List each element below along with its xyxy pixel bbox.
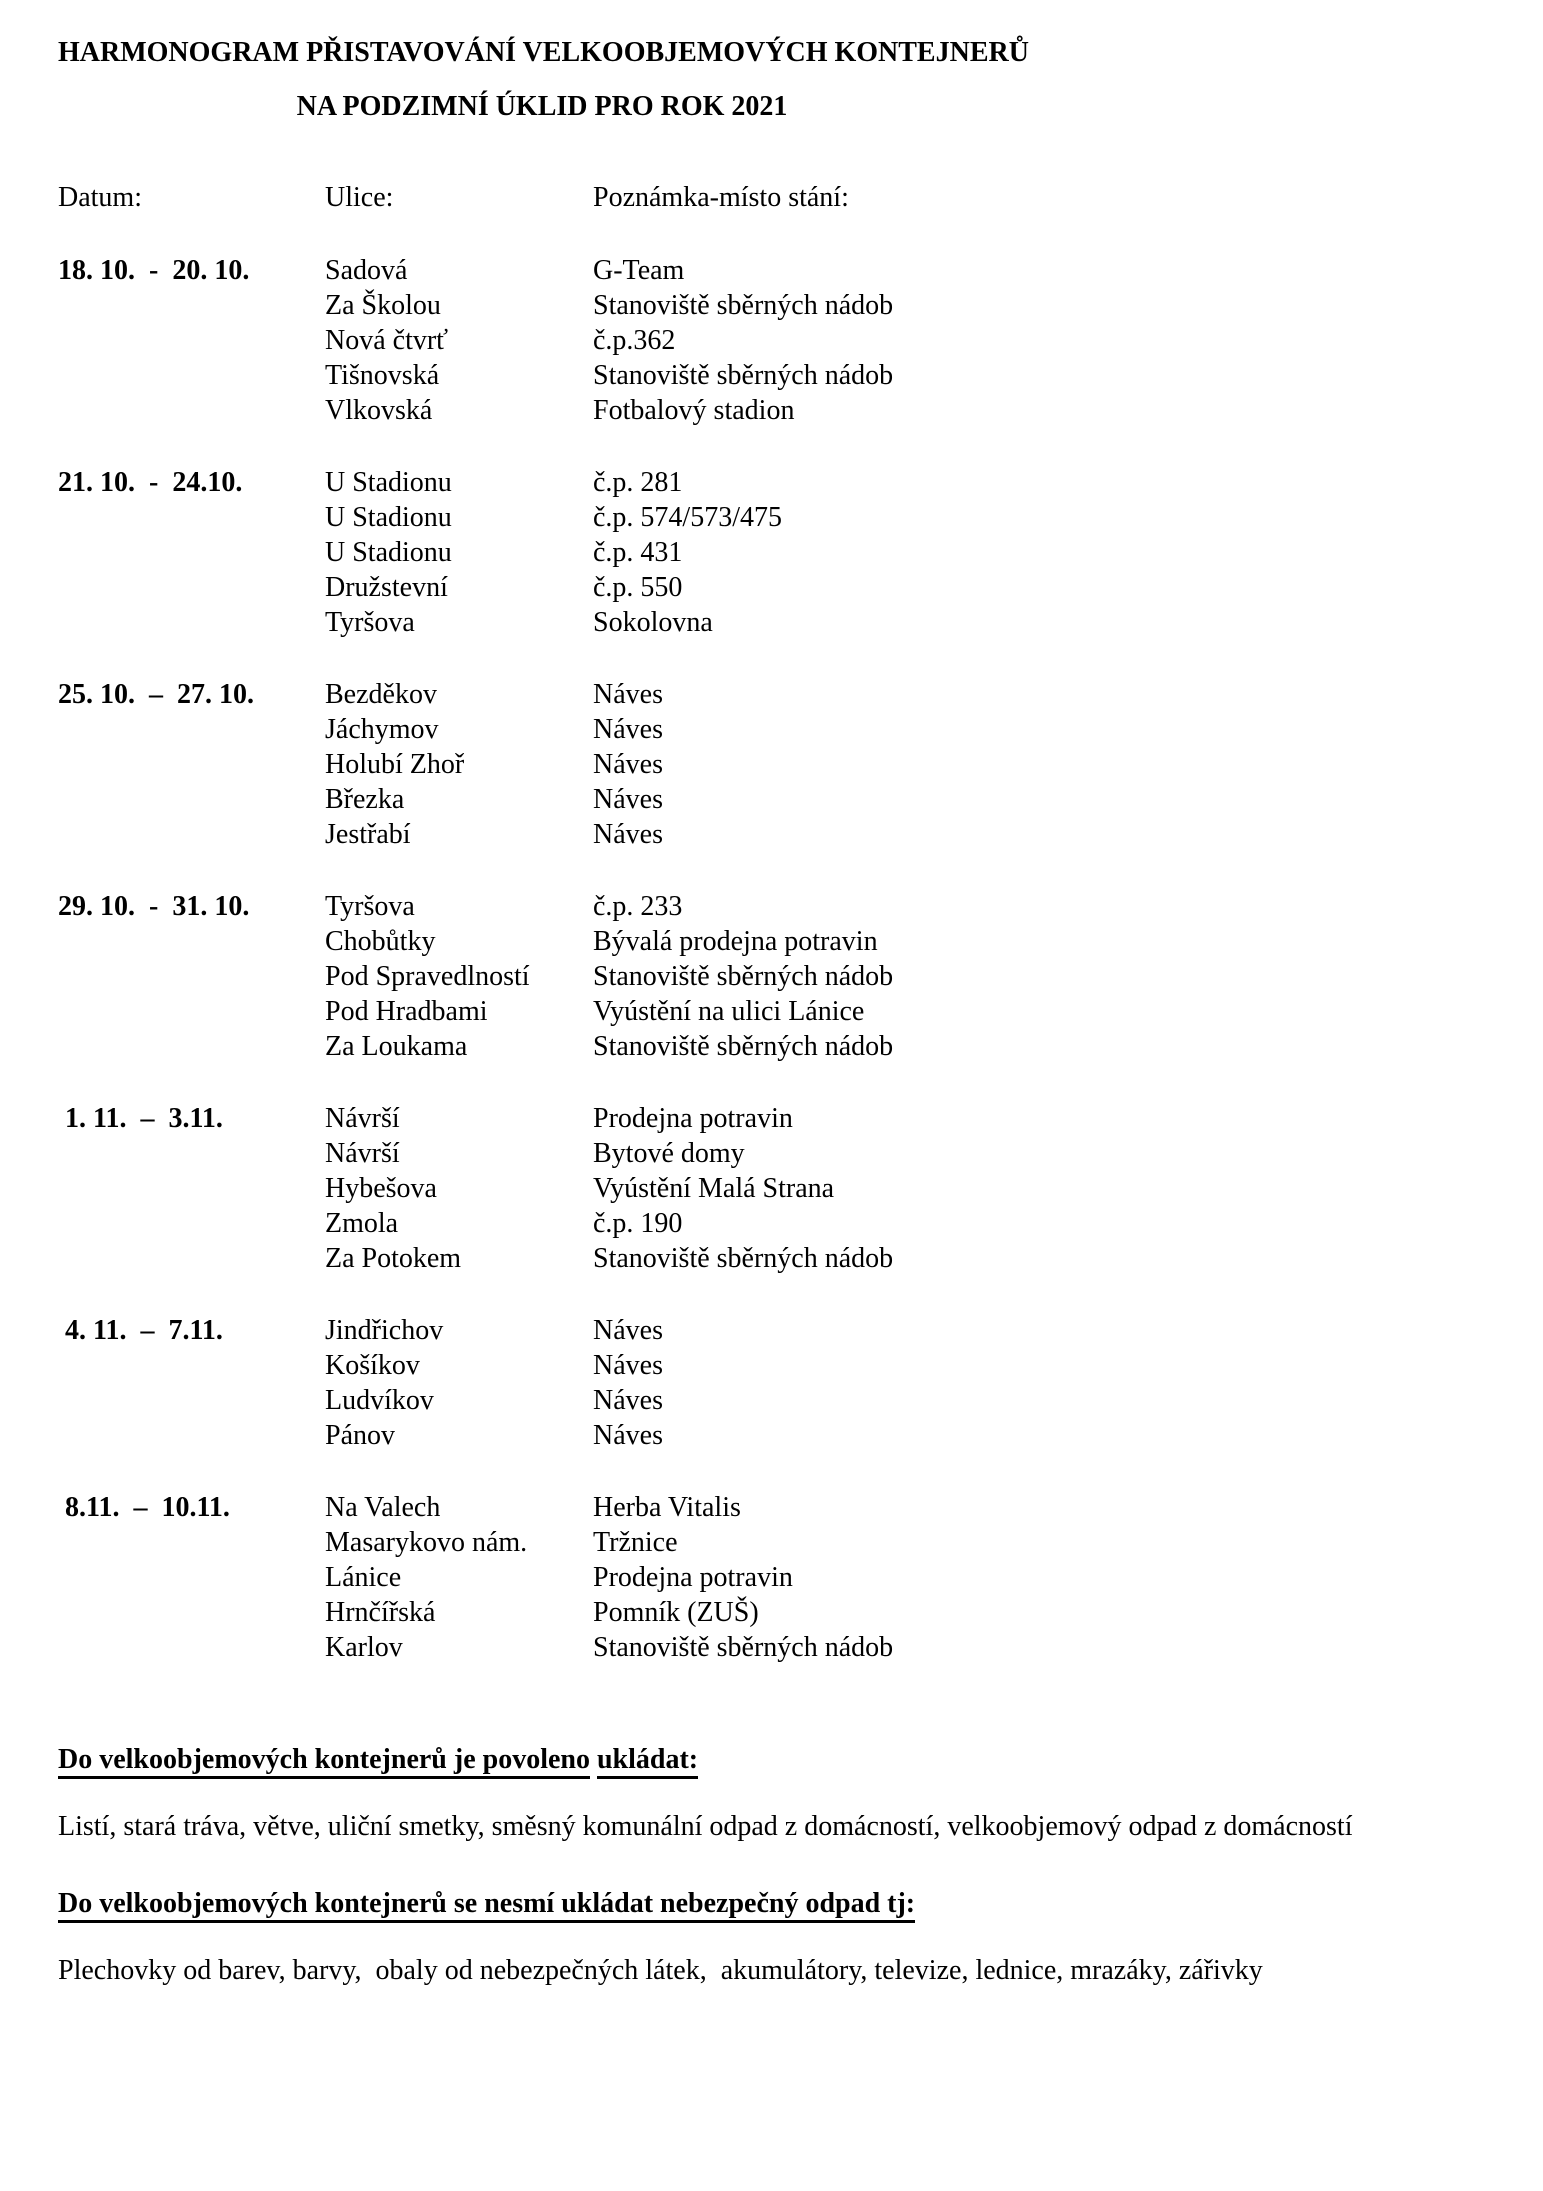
street-name: Sadová [325, 255, 408, 286]
note-location: č.p. 574/573/475 [593, 502, 782, 533]
date-spacer [58, 1206, 325, 1241]
date-spacer [58, 288, 325, 323]
table-row [58, 288, 1453, 323]
table-row [58, 500, 1453, 535]
table-row [58, 1418, 1453, 1453]
street-name: Za Loukama [325, 1031, 468, 1062]
table-row [58, 677, 1453, 712]
table-row [58, 393, 1453, 428]
note-location: č.p. 431 [593, 537, 683, 568]
header-ulice: Ulice: [325, 182, 394, 213]
allowed-waste-section [58, 1740, 1453, 1848]
date-spacer [58, 1560, 325, 1595]
street-name: Jindřichov [325, 1315, 444, 1346]
note-location: Stanoviště sběrných nádob [593, 360, 894, 391]
street-name: Tyršova [325, 607, 415, 638]
schedule-table [58, 253, 1453, 1665]
note-location: č.p. 281 [593, 467, 683, 498]
note-location: Náves [593, 1420, 663, 1451]
date-spacer [58, 1630, 325, 1665]
table-row [58, 1560, 1453, 1595]
allowed-waste-heading [58, 1740, 1453, 1780]
street-name: Za Potokem [325, 1243, 462, 1274]
table-row [58, 1383, 1453, 1418]
table-row [58, 1029, 1453, 1064]
title-line-2: NA PODZIMNÍ ÚKLID PRO ROK 2021 [296, 91, 788, 122]
street-name: Košíkov [325, 1350, 420, 1381]
table-row [58, 994, 1453, 1029]
street-name: Karlov [325, 1632, 403, 1663]
table-row [58, 959, 1453, 994]
date-range: 25. 10. – 27. 10. [58, 679, 254, 710]
date-spacer [58, 924, 325, 959]
date-spacer [58, 817, 325, 852]
date-spacer [58, 500, 325, 535]
date-spacer [58, 358, 325, 393]
table-row [58, 1136, 1453, 1171]
note-location: Bývalá prodejna potravin [593, 926, 878, 957]
table-row [58, 570, 1453, 605]
allowed-waste-text: Listí, stará tráva, větve, uliční smetky, směsný komunální odpad z domácností, velkoobjemový odpad z domácností [58, 1811, 1353, 1842]
schedule-block [58, 889, 1453, 1064]
forbidden-waste-text: Plechovky od barev, barvy, obaly od nebezpečných látek, akumulátory, televize, lednice, mrazáky, zářivky [58, 1955, 1263, 1986]
street-name: Za Školou [325, 290, 441, 321]
date-spacer [58, 1418, 325, 1453]
note-location: Náves [593, 749, 663, 780]
note-location: Tržnice [593, 1527, 678, 1558]
date-spacer [58, 570, 325, 605]
document-title [58, 26, 1029, 134]
title-line-1: HARMONOGRAM PŘISTAVOVÁNÍ VELKOOBJEMOVÝCH KONTEJNERŮ [58, 37, 1029, 68]
date-spacer [58, 1348, 325, 1383]
note-location: G-Team [593, 255, 685, 286]
schedule-block [58, 1490, 1453, 1665]
note-location: Náves [593, 819, 663, 850]
note-location: Prodejna potravin [593, 1562, 793, 1593]
note-location: Stanoviště sběrných nádob [593, 1031, 894, 1062]
schedule-block [58, 1101, 1453, 1276]
table-row [58, 1595, 1453, 1630]
date-spacer [58, 782, 325, 817]
note-location: č.p. 550 [593, 572, 683, 603]
forbidden-waste-section [58, 1884, 1453, 1992]
street-name: U Stadionu [325, 502, 452, 533]
table-row [58, 1206, 1453, 1241]
note-location: Bytové domy [593, 1138, 745, 1169]
note-location: Náves [593, 784, 663, 815]
column-headers [58, 180, 1453, 215]
date-spacer [58, 712, 325, 747]
table-row [58, 1490, 1453, 1525]
header-poznamka: Poznámka-místo stání: [593, 182, 849, 213]
date-spacer [58, 1171, 325, 1206]
schedule-block [58, 253, 1453, 428]
table-row [58, 535, 1453, 570]
street-name: Tyršova [325, 891, 415, 922]
street-name: Bezděkov [325, 679, 437, 710]
street-name: Jestřabí [325, 819, 411, 850]
date-spacer [58, 747, 325, 782]
street-name: Návrší [325, 1103, 400, 1134]
table-row [58, 323, 1453, 358]
note-location: Náves [593, 1315, 663, 1346]
street-name: Tišnovská [325, 360, 440, 391]
street-name: Březka [325, 784, 405, 815]
forbidden-waste-heading-part1: Do velkoobjemových kontejnerů se nesmí ukládat nebezpečný odpad tj: [58, 1888, 915, 1923]
date-spacer [58, 1595, 325, 1630]
date-spacer [58, 1383, 325, 1418]
table-row [58, 1348, 1453, 1383]
note-location: č.p.362 [593, 325, 676, 356]
date-spacer [58, 1029, 325, 1064]
street-name: Lánice [325, 1562, 402, 1593]
schedule-block [58, 465, 1453, 640]
note-location: Prodejna potravin [593, 1103, 793, 1134]
forbidden-waste-heading [58, 1884, 1453, 1924]
table-row [58, 712, 1453, 747]
table-row [58, 889, 1453, 924]
street-name: Návrší [325, 1138, 400, 1169]
street-name: Holubí Zhoř [325, 749, 465, 780]
table-row [58, 1241, 1453, 1276]
street-name: Pánov [325, 1420, 395, 1451]
note-location: Vyústění na ulici Lánice [593, 996, 865, 1027]
table-row [58, 747, 1453, 782]
note-location: Sokolovna [593, 607, 713, 638]
street-name: Chobůtky [325, 926, 436, 957]
street-name: Nová čtvrť [325, 325, 449, 356]
table-row [58, 782, 1453, 817]
schedule-block [58, 677, 1453, 852]
date-spacer [58, 959, 325, 994]
table-row [58, 817, 1453, 852]
street-name: U Stadionu [325, 537, 452, 568]
note-location: Stanoviště sběrných nádob [593, 961, 894, 992]
note-location: Stanoviště sběrných nádob [593, 290, 894, 321]
allowed-waste-heading-part2: ukládat: [597, 1744, 698, 1779]
table-row [58, 465, 1453, 500]
street-name: Pod Hradbami [325, 996, 488, 1027]
note-location: Náves [593, 714, 663, 745]
header-datum: Datum: [58, 182, 142, 213]
table-row [58, 1313, 1453, 1348]
note-location: č.p. 233 [593, 891, 683, 922]
schedule-block [58, 1313, 1453, 1453]
table-row [58, 924, 1453, 959]
date-spacer [58, 1525, 325, 1560]
date-spacer [58, 323, 325, 358]
note-location: č.p. 190 [593, 1208, 683, 1239]
note-location: Fotbalový stadion [593, 395, 795, 426]
date-spacer [58, 1241, 325, 1276]
date-spacer [58, 605, 325, 640]
note-location: Náves [593, 1385, 663, 1416]
street-name: U Stadionu [325, 467, 452, 498]
table-row [58, 253, 1453, 288]
table-row [58, 605, 1453, 640]
date-range: 21. 10. - 24.10. [58, 467, 243, 498]
date-spacer [58, 1136, 325, 1171]
table-row [58, 358, 1453, 393]
street-name: Zmola [325, 1208, 399, 1239]
table-row [58, 1171, 1453, 1206]
street-name: Jáchymov [325, 714, 439, 745]
note-location: Náves [593, 1350, 663, 1381]
table-row [58, 1525, 1453, 1560]
note-location: Stanoviště sběrných nádob [593, 1243, 894, 1274]
note-location: Pomník (ZUŠ) [593, 1597, 759, 1628]
table-row [58, 1101, 1453, 1136]
date-spacer [58, 994, 325, 1029]
street-name: Vlkovská [325, 395, 433, 426]
street-name: Pod Spravedlností [325, 961, 530, 992]
date-range: 29. 10. - 31. 10. [58, 891, 250, 922]
street-name: Hrnčířská [325, 1597, 436, 1628]
table-row [58, 1630, 1453, 1665]
date-range: 18. 10. - 20. 10. [58, 255, 250, 286]
date-range: 8.11. – 10.11. [58, 1492, 230, 1523]
street-name: Družstevní [325, 572, 448, 603]
date-range: 4. 11. – 7.11. [58, 1315, 223, 1346]
date-spacer [58, 393, 325, 428]
street-name: Masarykovo nám. [325, 1527, 528, 1558]
allowed-waste-heading-part1: Do velkoobjemových kontejnerů je povoleno [58, 1744, 590, 1779]
note-location: Náves [593, 679, 663, 710]
note-location: Vyústění Malá Strana [593, 1173, 835, 1204]
note-location: Herba Vitalis [593, 1492, 741, 1523]
street-name: Ludvíkov [325, 1385, 434, 1416]
street-name: Na Valech [325, 1492, 441, 1523]
date-spacer [58, 535, 325, 570]
street-name: Hybešova [325, 1173, 437, 1204]
note-location: Stanoviště sběrných nádob [593, 1632, 894, 1663]
date-range: 1. 11. – 3.11. [58, 1103, 223, 1134]
